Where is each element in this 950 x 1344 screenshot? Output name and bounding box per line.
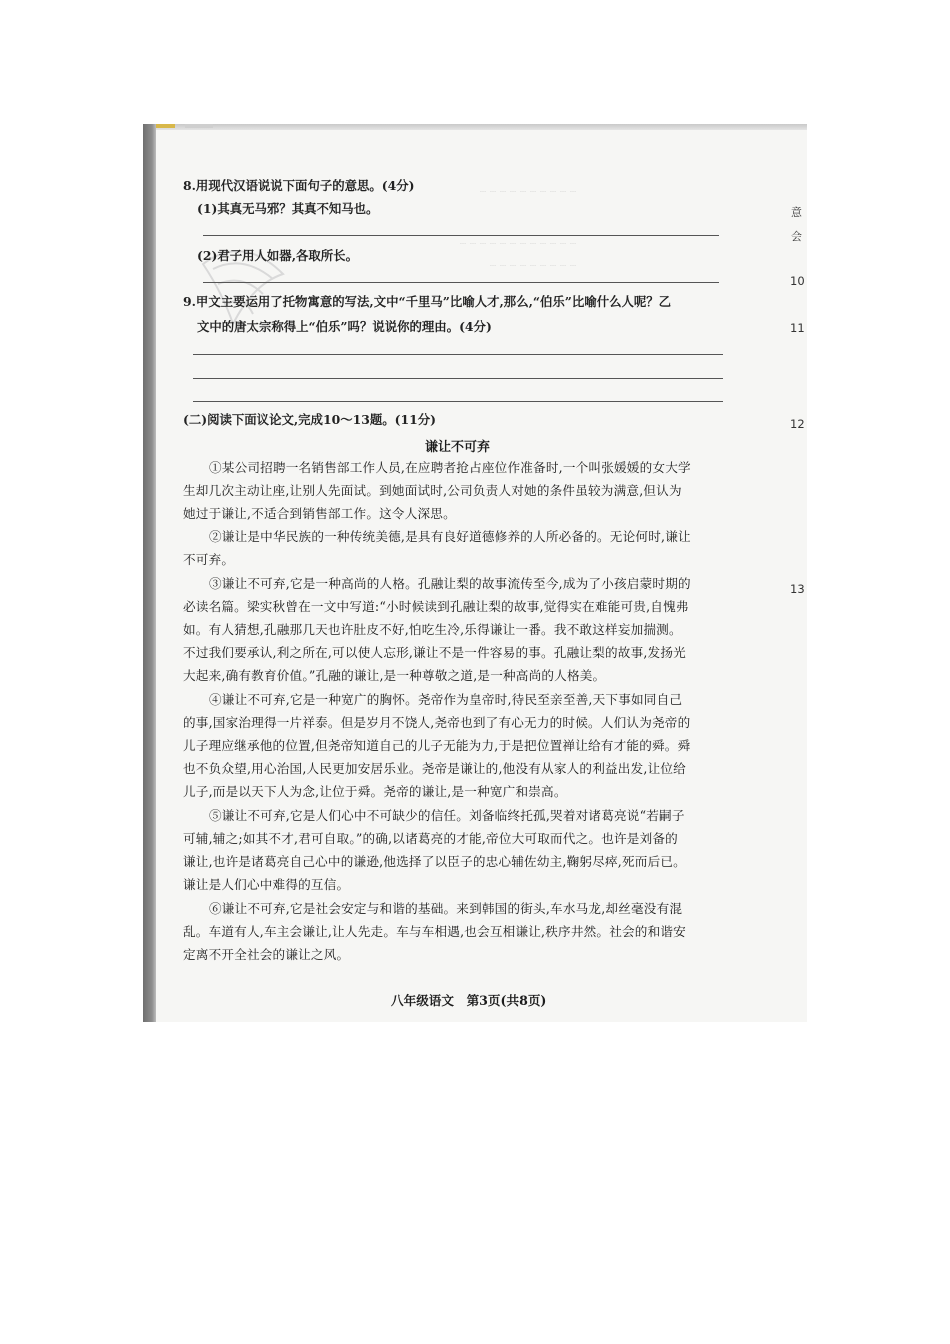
essay-title: 谦让不可弃	[425, 440, 491, 455]
margin-fragment-char: 会	[791, 230, 802, 243]
essay-line: 她过于谦让,不适合到销售部工作。这令人深思。	[183, 506, 456, 521]
section-2-header: (二)阅读下面议论文,完成10～13题。(11分)	[183, 412, 436, 427]
answer-line	[193, 354, 723, 355]
essay-line: ①某公司招聘一名销售部工作人员,在应聘者抢占座位作准备时,一个叫张媛媛的女大学	[209, 460, 691, 475]
essay-line: ③谦让不可弃,它是一种高尚的人格。孔融让梨的故事流传至今,成为了小孩启蒙时期的	[209, 576, 691, 591]
essay-line: 可辅,辅之;如其不才,君可自取。”的确,以诸葛亮的才能,帝位大可取而代之。也许是刘备的	[183, 831, 678, 846]
answer-line	[193, 401, 723, 402]
answer-line	[193, 378, 723, 379]
bleed-through-text: ﹍﹍﹍﹍﹍﹍﹍﹍﹍	[488, 258, 578, 269]
question-8-item-2: (2)君子用人如器,各取所长。	[197, 248, 358, 263]
bleed-through-text: ﹍﹍﹍﹍﹍﹍﹍﹍﹍﹍﹍﹍	[458, 236, 578, 247]
essay-line: 不过我们要承认,利之所在,可以使人忘形,谦让不是一件容易的事。孔融让梨的故事,发扬光	[183, 645, 686, 660]
essay-line: 定离不开全社会的谦让之风。	[183, 947, 350, 962]
scan-left-edge	[143, 124, 156, 1022]
question-8-item-1: (1)其真无马邪？其真不知马也。	[197, 201, 379, 216]
scan-top-edge	[143, 124, 807, 130]
margin-question-number: 13	[790, 582, 805, 596]
essay-line: ④谦让不可弃,它是一种宽广的胸怀。尧帝作为皇帝时,待民至亲至善,天下事如同自己	[209, 692, 683, 707]
essay-line: 谦让,也许是诸葛亮自己心中的谦逊,他选择了以臣子的忠心辅佐幼主,鞠躬尽瘁,死而后已。	[183, 854, 686, 869]
essay-line: 的事,国家治理得一片祥泰。但是岁月不饶人,尧帝也到了有心无力的时候。人们认为尧帝的	[183, 715, 691, 730]
essay-line: ②谦让是中华民族的一种传统美德,是具有良好道德修养的人所必备的。无论何时,谦让	[209, 529, 691, 544]
essay-line: 儿子理应继承他的位置,但尧帝知道自己的儿子无能为力,于是把位置禅让给有才能的舜。舜	[183, 738, 691, 753]
answer-line	[203, 282, 719, 283]
essay-line: 也不负众望,用心治国,人民更加安居乐业。尧帝是谦让的,他没有从家人的利益出发,让位给	[183, 761, 686, 776]
essay-line: 大起来,确有教育价值。”孔融的谦让,是一种尊敬之道,是一种高尚的人格美。	[183, 668, 606, 683]
question-8-title: 8.用现代汉语说说下面句子的意思。(4分)	[183, 178, 415, 193]
question-9-line-2: 文中的唐太宗称得上“伯乐”吗？说说你的理由。(4分)	[197, 319, 492, 334]
essay-line: 生却几次主动让座,让别人先面试。到她面试时,公司负责人对她的条件虽较为满意,但认为	[183, 483, 682, 498]
essay-line: 不可弃。	[183, 552, 235, 567]
essay-line: ⑥谦让不可弃,它是社会安定与和谐的基础。来到韩国的街头,车水马龙,却丝毫没有混	[209, 901, 683, 916]
essay-line: ⑤谦让不可弃,它是人们心中不可缺少的信任。刘备临终托孤,哭着对诸葛亮说“若嗣子	[209, 808, 685, 823]
page-footer: 八年级语文 第3页(共8页)	[391, 993, 547, 1008]
margin-question-number: 11	[790, 321, 805, 335]
bleed-through-text: ﹍﹍﹍﹍﹍﹍﹍﹍﹍﹍	[478, 184, 578, 195]
answer-line	[203, 235, 719, 236]
margin-fragment-char: 意	[791, 206, 802, 219]
essay-line: 儿子,而是以天下人为念,让位于舜。尧帝的谦让,是一种宽广和崇高。	[183, 784, 567, 799]
essay-line: 乱。车道有人,车主会谦让,让人先走。车与车相遇,也会互相谦让,秩序井然。社会的和谐安	[183, 924, 686, 939]
essay-line: 必读名篇。梁实秋曾在一文中写道:“小时候读到孔融让梨的故事,觉得实在难能可贵,自愧弗	[183, 599, 689, 614]
margin-question-number: 10	[790, 274, 805, 288]
question-9-line-1: 9.甲文主要运用了托物寓意的写法,文中“千里马”比喻人才,那么,“伯乐”比喻什么人呢？乙	[183, 294, 672, 309]
scanned-page	[143, 124, 807, 1022]
scan-edge-mark	[185, 124, 213, 128]
essay-line: 谦让是人们心中难得的互信。	[183, 877, 350, 892]
margin-question-number: 12	[790, 417, 805, 431]
essay-line: 如。有人猜想,孔融那几天也许肚皮不好,怕吃生冷,乐得谦让一番。我不敢这样妄加揣测。	[183, 622, 682, 637]
